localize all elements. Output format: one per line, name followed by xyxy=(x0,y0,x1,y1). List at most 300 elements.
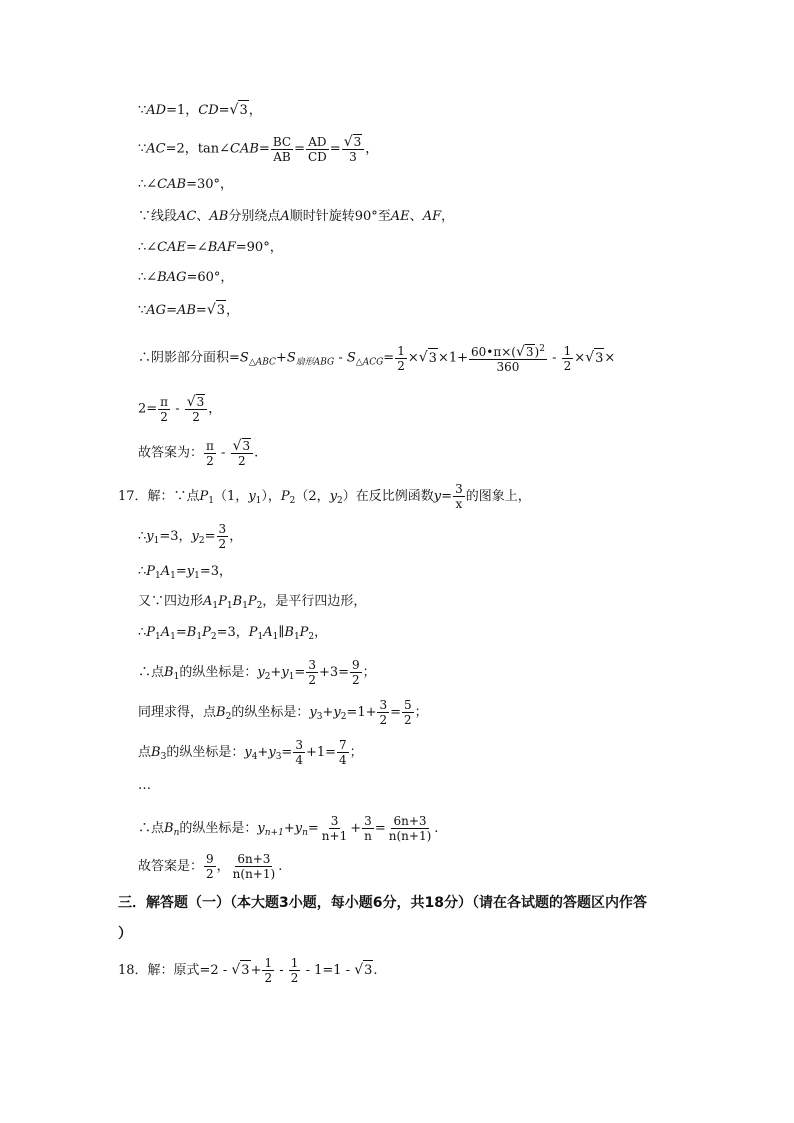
superscript: 2 xyxy=(539,344,545,354)
text: =1， xyxy=(166,103,199,118)
denominator: 4 xyxy=(295,753,303,767)
text: =30°， xyxy=(186,177,233,192)
text: 故答案是： xyxy=(138,859,204,874)
numerator: BC xyxy=(272,134,292,149)
text: 的图象上， xyxy=(465,489,531,504)
text: = xyxy=(390,705,402,720)
denominator: 2 xyxy=(160,409,168,424)
var: y xyxy=(146,529,154,544)
text: 、 xyxy=(196,209,210,224)
denominator: n+1 xyxy=(321,829,348,843)
text: =1+ xyxy=(346,705,377,720)
numerator: 1 xyxy=(563,343,572,358)
text: ∴点 xyxy=(138,665,165,680)
text: （1， xyxy=(214,489,249,504)
sqrt-sign: √ xyxy=(186,394,196,410)
radicand: 3 xyxy=(353,135,362,149)
sqrt-sign: √ xyxy=(354,962,364,978)
text: - 1=1 - xyxy=(301,963,355,978)
text: =∠ xyxy=(186,240,208,255)
text: = xyxy=(204,529,216,544)
text: + xyxy=(322,705,334,720)
text: × xyxy=(574,350,586,366)
denominator: 2 xyxy=(563,358,572,373)
subscript: n xyxy=(173,828,180,838)
text: - xyxy=(216,445,230,461)
denominator: n xyxy=(364,829,372,843)
solution-line-8 xyxy=(138,342,615,374)
solution-line-5 xyxy=(138,238,283,258)
numerator: 3 xyxy=(379,698,388,712)
text: - xyxy=(275,963,288,978)
text: + xyxy=(275,350,287,366)
var: y xyxy=(333,705,341,720)
text: ∴点 xyxy=(138,821,165,836)
var: P xyxy=(247,594,257,609)
solution-line-17 xyxy=(138,698,428,727)
var: AF xyxy=(422,209,442,224)
subscript: 1 xyxy=(255,496,262,506)
numerator: 3 xyxy=(330,814,339,828)
text: . xyxy=(278,859,283,874)
denominator: 2 xyxy=(206,453,214,468)
text: + xyxy=(350,821,362,836)
subscript: 2 xyxy=(289,496,296,506)
text: = xyxy=(258,141,270,157)
subscript: 1 xyxy=(173,672,180,682)
var: AB xyxy=(176,303,196,318)
text: ； xyxy=(349,745,363,760)
subscript: 2 xyxy=(264,672,271,682)
numerator xyxy=(185,394,208,410)
numerator: 3 xyxy=(295,738,303,752)
ellipsis-line: … xyxy=(138,778,151,793)
denominator: 2 xyxy=(308,673,316,687)
var: AB xyxy=(209,209,229,224)
subscript: 1 xyxy=(196,632,203,642)
numerator: 1 xyxy=(264,956,273,970)
numerator xyxy=(231,438,254,454)
subscript: 1 xyxy=(288,672,295,682)
subscript: 1 xyxy=(242,601,248,611)
text: = xyxy=(441,489,453,504)
fraction xyxy=(262,956,274,985)
var: B xyxy=(151,745,161,760)
text: - xyxy=(334,350,347,366)
var: P xyxy=(280,489,290,504)
sqrt-sign: √ xyxy=(232,438,242,454)
radicand: 3 xyxy=(216,300,226,321)
fraction xyxy=(395,344,407,373)
subscript: △ABC xyxy=(248,357,276,368)
var: P xyxy=(199,489,209,504)
solution-line-9 xyxy=(138,394,221,424)
text: ， xyxy=(208,401,222,417)
denominator: 2 xyxy=(206,867,214,881)
fraction xyxy=(337,738,349,767)
solution-line-7 xyxy=(138,300,239,321)
denominator: 2 xyxy=(352,673,360,687)
text: ) xyxy=(534,345,540,359)
text: ∴∠ xyxy=(138,240,158,255)
denominator: 2 xyxy=(238,454,246,468)
text: ∵线段 xyxy=(138,209,178,224)
var: y xyxy=(268,745,276,760)
denominator: 2 xyxy=(218,537,227,551)
radicand: 3 xyxy=(238,100,248,121)
subscript: 1 xyxy=(293,632,300,642)
fraction xyxy=(342,134,365,164)
var: A xyxy=(160,625,171,640)
text: . xyxy=(434,821,439,836)
text: =2，tan∠ xyxy=(165,141,231,157)
subscript: 扇形ABG xyxy=(295,357,335,368)
numerator xyxy=(342,134,365,150)
fraction xyxy=(204,439,216,468)
var: y xyxy=(433,489,442,504)
var: AD xyxy=(146,103,167,118)
subscript: 1 xyxy=(272,632,279,642)
var: A xyxy=(280,209,290,224)
fraction xyxy=(320,814,349,843)
text: 的纵坐标是： xyxy=(166,745,245,760)
solution-line-10 xyxy=(138,438,258,468)
fraction xyxy=(306,135,329,164)
text: 2= xyxy=(138,401,158,417)
fraction xyxy=(562,344,574,373)
text: 的纵坐标是： xyxy=(179,821,258,836)
numerator: 6n+3 xyxy=(237,852,271,866)
fraction xyxy=(289,956,301,985)
text: = xyxy=(195,303,207,318)
text: . xyxy=(254,445,259,461)
fraction xyxy=(185,394,208,424)
text: + xyxy=(250,963,262,978)
var: y xyxy=(257,821,265,836)
subscript: 2 xyxy=(308,632,315,642)
text: ， xyxy=(314,625,328,640)
subscript: 1 xyxy=(257,632,264,642)
text: ∵ xyxy=(138,303,147,318)
subscript: △ACG xyxy=(355,357,384,368)
subscript: 1 xyxy=(212,601,219,611)
text: ∴ xyxy=(138,625,147,640)
numerator: π xyxy=(206,438,214,453)
text: ∥ xyxy=(278,625,285,640)
fraction xyxy=(402,698,414,727)
var: A xyxy=(160,564,171,579)
radicand: 3 xyxy=(594,348,604,369)
text: ； xyxy=(362,665,376,680)
text: ， xyxy=(441,209,455,224)
numerator: 3 xyxy=(455,482,463,496)
text: 的纵坐标是： xyxy=(231,705,310,720)
var: B xyxy=(186,625,197,640)
solution-line-6 xyxy=(138,268,233,288)
numerator xyxy=(469,342,547,360)
subscript: n+1 xyxy=(264,828,284,838)
var: P xyxy=(146,564,156,579)
numerator: 5 xyxy=(404,698,412,712)
sqrt-sign: √ xyxy=(229,102,239,118)
text: 同理求得，点 xyxy=(138,705,217,720)
numerator: 1 xyxy=(397,343,405,358)
text: ）， xyxy=(261,489,281,504)
numerator: π xyxy=(160,394,169,409)
fraction xyxy=(204,852,216,881)
subscript: 2 xyxy=(256,601,263,611)
solution-line-4 xyxy=(138,207,454,227)
subscript: 1 xyxy=(208,496,215,506)
text: . xyxy=(373,963,378,978)
solution-line-2 xyxy=(138,134,378,164)
text: + xyxy=(257,745,269,760)
numerator: AD xyxy=(308,134,327,149)
var: AG xyxy=(146,303,167,318)
subscript: n xyxy=(302,828,308,838)
text: × xyxy=(407,350,419,366)
denominator: 2 xyxy=(397,358,405,373)
fraction xyxy=(469,342,547,374)
solution-line-15 xyxy=(138,623,327,647)
fraction xyxy=(158,395,170,424)
solution-line-14 xyxy=(138,592,366,616)
sqrt-sign: √ xyxy=(343,134,353,150)
subscript: 4 xyxy=(251,752,258,762)
fraction xyxy=(293,738,305,767)
solution-line-11 xyxy=(118,482,531,511)
radicand: 3 xyxy=(242,439,251,453)
text: ∵ xyxy=(138,103,147,118)
numerator: 7 xyxy=(339,738,347,752)
subscript: 1 xyxy=(226,601,233,611)
var: y xyxy=(329,489,338,504)
text: - xyxy=(547,350,561,366)
radicand: 3 xyxy=(363,960,373,981)
text: 又∵四边形 xyxy=(138,594,204,609)
section-heading: 三．解答题（一）（本大题3小题，每小题6分，共18分）（请在各试题的答题区内作答 xyxy=(118,895,647,911)
numerator: 9 xyxy=(206,852,214,866)
subscript: 1 xyxy=(194,571,200,581)
fraction xyxy=(306,658,318,687)
solution-line-13 xyxy=(138,562,232,586)
fraction xyxy=(231,852,278,881)
fraction xyxy=(350,658,362,687)
text: 18．解：原式=2 - xyxy=(118,963,232,978)
var: y xyxy=(309,705,317,720)
subscript: 2 xyxy=(225,712,232,722)
denominator: 360 xyxy=(496,360,520,374)
var: P xyxy=(202,625,211,640)
text: 60•π×( xyxy=(471,345,516,359)
text: × xyxy=(604,350,616,366)
text: ∴∠ xyxy=(138,177,158,192)
text: + xyxy=(283,821,295,836)
section-heading-cont: ） xyxy=(118,926,132,942)
var: CAE xyxy=(157,240,186,255)
text: ； xyxy=(414,705,428,720)
var: S xyxy=(286,350,296,366)
solution-line-20 xyxy=(138,814,438,843)
subscript: 1 xyxy=(155,632,161,642)
text: ， xyxy=(365,141,379,157)
text: = xyxy=(175,625,187,640)
var: A xyxy=(263,625,273,640)
denominator: x xyxy=(455,497,463,511)
var: B xyxy=(232,594,243,609)
var: P xyxy=(299,625,309,640)
numerator: 3 xyxy=(218,522,227,536)
var: y xyxy=(257,665,265,680)
subscript: 2 xyxy=(198,536,205,546)
text: ∴∠ xyxy=(138,270,158,285)
subscript: 1 xyxy=(170,571,176,581)
text: （2， xyxy=(295,489,330,504)
fraction xyxy=(377,698,389,727)
fraction xyxy=(362,814,374,843)
text: 点 xyxy=(138,745,152,760)
numerator: 3 xyxy=(364,814,372,828)
sqrt-sign: √ xyxy=(418,349,428,366)
subscript: 2 xyxy=(210,632,217,642)
text: ∵ xyxy=(138,141,147,157)
fraction xyxy=(387,814,434,843)
var: AC xyxy=(177,209,197,224)
text: ， xyxy=(248,103,262,118)
text: =3， xyxy=(199,564,233,579)
solution-line-12 xyxy=(138,522,242,551)
subscript: 2 xyxy=(337,496,343,506)
text: =3， xyxy=(159,529,192,544)
var: P xyxy=(146,625,156,640)
solution-line-3 xyxy=(138,175,233,195)
var: y xyxy=(248,489,256,504)
var: CAB xyxy=(157,177,187,192)
solution-line-21 xyxy=(138,852,282,881)
fraction xyxy=(271,135,293,164)
text: = xyxy=(175,564,187,579)
text: + xyxy=(270,665,282,680)
text: =3， xyxy=(216,625,249,640)
text: = xyxy=(307,821,319,836)
subscript: 3 xyxy=(160,752,167,762)
var: A xyxy=(203,594,213,609)
var: P xyxy=(248,625,258,640)
text: ∴ xyxy=(138,529,147,544)
solution-line-16 xyxy=(138,658,376,687)
numerator: 9 xyxy=(352,658,360,672)
solution-line-18 xyxy=(138,738,363,767)
numerator: 3 xyxy=(308,658,316,672)
var: AE xyxy=(390,209,410,224)
solution-line-1 xyxy=(138,100,262,121)
sqrt-sign: √ xyxy=(206,302,216,318)
subscript: 1 xyxy=(155,571,161,581)
text: = xyxy=(383,350,395,366)
var: B xyxy=(164,821,174,836)
text: ×1+ xyxy=(437,350,468,366)
fraction xyxy=(453,482,465,511)
sqrt-sign: √ xyxy=(231,962,241,978)
subscript: 1 xyxy=(170,632,176,642)
var: B xyxy=(284,625,294,640)
denominator: n(n+1) xyxy=(232,867,276,881)
radicand: 3 xyxy=(428,348,438,369)
var: CAB xyxy=(230,141,259,157)
var: y xyxy=(294,821,303,836)
text: = xyxy=(218,103,230,118)
var: y xyxy=(186,564,195,579)
denominator: CD xyxy=(307,149,327,164)
text: - xyxy=(171,401,184,417)
solution-line-18-answer xyxy=(118,956,378,985)
denominator: n(n+1) xyxy=(388,829,432,843)
text: +1= xyxy=(305,745,337,760)
denominator: AB xyxy=(273,149,291,164)
var: y xyxy=(191,529,199,544)
radicand: 3 xyxy=(240,960,250,981)
subscript: 3 xyxy=(316,712,323,722)
radicand: 3 xyxy=(525,345,534,359)
text: 分别绕点 xyxy=(228,209,281,224)
var: BAG xyxy=(157,270,187,285)
var: BAF xyxy=(207,240,236,255)
text: = xyxy=(166,303,177,318)
subscript: 2 xyxy=(340,712,347,722)
var: B xyxy=(164,665,174,680)
denominator: 2 xyxy=(379,713,388,727)
var: S xyxy=(239,350,249,366)
text: = xyxy=(329,141,341,157)
var: AC xyxy=(146,141,166,157)
text: 、 xyxy=(409,209,423,224)
denominator: 2 xyxy=(290,971,299,985)
numerator: 6n+3 xyxy=(393,814,427,828)
text: ， xyxy=(229,529,243,544)
text: =60°， xyxy=(186,270,234,285)
sqrt-sign: √ xyxy=(585,349,595,366)
text: ∴ xyxy=(138,564,147,579)
text: = xyxy=(294,665,306,680)
denominator: 2 xyxy=(192,410,200,424)
numerator: 1 xyxy=(290,956,299,970)
sqrt-sign: √ xyxy=(515,344,525,360)
denominator: 2 xyxy=(264,971,273,985)
var: y xyxy=(244,745,252,760)
denominator: 4 xyxy=(339,753,347,767)
var: CD xyxy=(198,103,219,118)
text: =90°， xyxy=(235,240,283,255)
fraction xyxy=(231,438,254,468)
var: S xyxy=(346,350,356,366)
text: ， xyxy=(216,859,230,874)
text: = xyxy=(281,745,293,760)
text: 顺时针旋转90°至 xyxy=(289,209,391,224)
subscript: 3 xyxy=(275,752,282,762)
var: B xyxy=(216,705,226,720)
radicand: 3 xyxy=(196,395,205,409)
subscript: 1 xyxy=(153,536,160,546)
text: ）在反比例函数 xyxy=(342,489,434,504)
text: ∴阴影部分面积= xyxy=(138,350,240,366)
fraction xyxy=(217,522,229,551)
text: = xyxy=(374,821,386,836)
var: P xyxy=(218,594,227,609)
denominator: 3 xyxy=(349,150,357,164)
var: y xyxy=(281,665,289,680)
text: ， xyxy=(226,303,240,318)
text: 的纵坐标是： xyxy=(179,665,258,680)
